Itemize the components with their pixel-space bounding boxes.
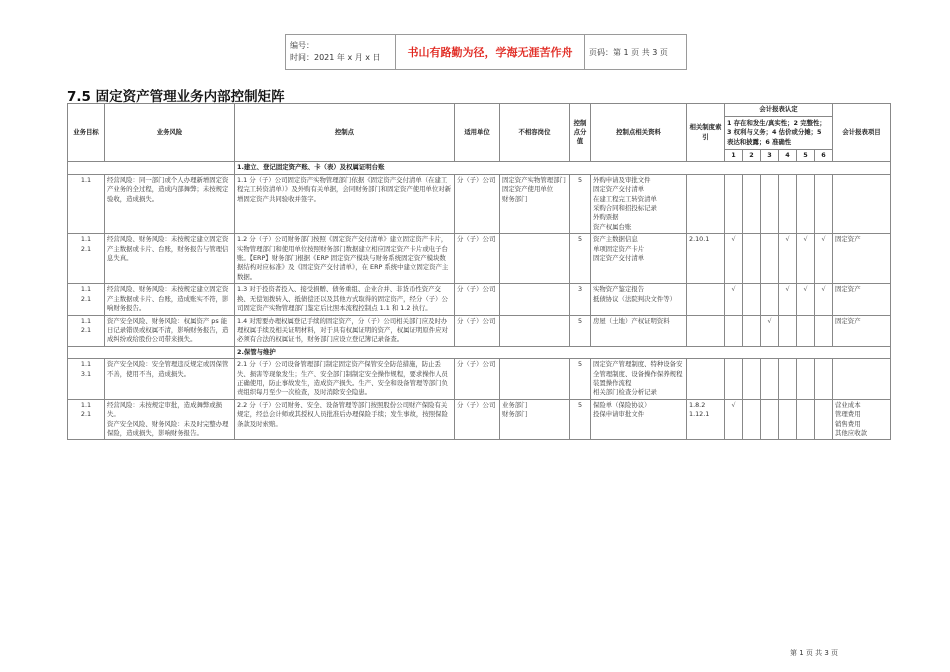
matrix-body bbox=[68, 162, 891, 440]
cell-score: 5 bbox=[570, 315, 591, 346]
header-time-label: 时间：2021 年 x 月 x 日 bbox=[290, 53, 381, 62]
cell-control: 2.1 分（子）公司设备管理部门制定固定资产保管安全防范措施，防止丢失、损害等现象发生；生产、安全部门制制定安全操作规程，要求操作人员正确使用，防止事故发生，造成资产损失。生产、安全和设备管理等部门负责组织每月至少一次检查，及时消除安全隐患。 bbox=[235, 359, 455, 400]
assertion-check: √ bbox=[779, 234, 797, 284]
table-row bbox=[68, 284, 891, 315]
section-row bbox=[68, 162, 891, 174]
cell-score: 5 bbox=[570, 399, 591, 440]
assertion-check: √ bbox=[815, 284, 833, 315]
assertion-check: √ bbox=[725, 399, 743, 440]
cell-incompatible bbox=[500, 359, 570, 400]
cell-risk: 资产安全风险、财务风险：权属资产 ps 能日记录错误或权属不清，影响财务报告，造成纠纷或给股份公司带来损失。 bbox=[105, 315, 235, 346]
header-risk: 业务风险 bbox=[105, 104, 235, 162]
cell-control: 2.2 分（子）公司财务、安全、设备管理等部门按照股份公司财产保险有关规定，经总会计师或其授权人员批准后办理保险手续；发生事故，按照保险条款及时索赔。 bbox=[235, 399, 455, 440]
assertion-check bbox=[779, 359, 797, 400]
header-score: 控制点分值 bbox=[570, 104, 591, 162]
page-footer: 第 1 页 共 3 页 bbox=[790, 649, 839, 657]
cell-control: 1.1 分（子）公司固定资产实物管理部门依据《固定资产交付清单（在建工程完工转资清单）》及外购有关单据，会同财务部门和固定资产使用单位对新增固定资产共同验收并签字。 bbox=[235, 174, 455, 233]
header-code-label: 编号： bbox=[290, 41, 314, 50]
section-spacer bbox=[68, 346, 235, 358]
assertion-check bbox=[815, 315, 833, 346]
assertion-number: 4 bbox=[779, 150, 797, 162]
header-system: 相关制度索引 bbox=[687, 104, 725, 162]
assertion-check: √ bbox=[761, 315, 779, 346]
cell-incompatible bbox=[500, 234, 570, 284]
header-docs: 控制点相关资料 bbox=[591, 104, 687, 162]
header-assertion-group: 会计报表认定 bbox=[725, 104, 833, 117]
cell-system bbox=[687, 174, 725, 233]
assertion-check bbox=[815, 174, 833, 233]
table-row bbox=[68, 359, 891, 400]
cell-incompatible: 业务部门 财务部门 bbox=[500, 399, 570, 440]
assertion-check bbox=[779, 399, 797, 440]
assertion-check: √ bbox=[779, 284, 797, 315]
cell-risk: 经营风险、财务风险：未按规定建立固定资产主数据或卡片、台账，造成账实不符，影响财务报告。 bbox=[105, 284, 235, 315]
cell-risk: 经营风险：同一部门或个人办理新增固定资产业务的全过程，造成内部舞弊；未按规定验收，造成损失。 bbox=[105, 174, 235, 233]
assertion-number: 2 bbox=[743, 150, 761, 162]
cell-score: 5 bbox=[570, 359, 591, 400]
assertion-check bbox=[743, 399, 761, 440]
assertion-check bbox=[725, 174, 743, 233]
cell-docs: 固定资产管理制度、特种设备安全管理制度、设备操作保养规程 装置操作流程 相关部门检查分析记录 bbox=[591, 359, 687, 400]
cell-system: 2.10.1 bbox=[687, 234, 725, 284]
cell-docs: 资产主数据信息 单项固定资产卡片 固定资产交付清单 bbox=[591, 234, 687, 284]
assertion-check bbox=[743, 284, 761, 315]
assertion-check bbox=[761, 284, 779, 315]
cell-report-items: 固定资产 bbox=[833, 234, 891, 284]
header-report-items: 会计报表项目 bbox=[833, 104, 891, 162]
cell-incompatible bbox=[500, 315, 570, 346]
assertion-check bbox=[779, 315, 797, 346]
cell-system bbox=[687, 315, 725, 346]
assertion-check bbox=[725, 315, 743, 346]
assertion-number: 1 bbox=[725, 150, 743, 162]
section-row bbox=[68, 346, 891, 358]
cell-unit: 分（子）公司 bbox=[455, 399, 500, 440]
cell-goal: 1.1 2.1 bbox=[68, 284, 105, 315]
cell-system bbox=[687, 359, 725, 400]
cell-unit: 分（子）公司 bbox=[455, 315, 500, 346]
assertion-check bbox=[779, 174, 797, 233]
assertion-check bbox=[815, 399, 833, 440]
cell-unit: 分（子）公司 bbox=[455, 284, 500, 315]
cell-score: 5 bbox=[570, 174, 591, 233]
cell-risk: 经营风险：未按规定审批，造成舞弊或损失。 资产安全风险、财务风险：未及时完整办理保险，造成损失，影响财务报告。 bbox=[105, 399, 235, 440]
cell-report-items: 营业成本 管理费用 销售费用 其他应收款 bbox=[833, 399, 891, 440]
cell-goal: 1.1 3.1 bbox=[68, 359, 105, 400]
cell-report-items bbox=[833, 359, 891, 400]
section-title: 2.保管与维护 bbox=[235, 346, 891, 358]
table-row bbox=[68, 174, 891, 233]
cell-goal: 1.1 2.1 bbox=[68, 399, 105, 440]
assertion-number: 5 bbox=[797, 150, 815, 162]
table-row bbox=[68, 315, 891, 346]
assertion-check bbox=[761, 359, 779, 400]
header-motto: 书山有路勤为径，学海无涯苦作舟 bbox=[396, 35, 585, 69]
table-row bbox=[68, 234, 891, 284]
assertion-check: √ bbox=[725, 234, 743, 284]
cell-report-items: 固定资产 bbox=[833, 284, 891, 315]
cell-incompatible: 固定资产实物管理部门 固定资产使用单位 财务部门 bbox=[500, 174, 570, 233]
assertion-number: 6 bbox=[815, 150, 833, 162]
cell-unit: 分（子）公司 bbox=[455, 359, 500, 400]
table-row bbox=[68, 399, 891, 440]
cell-risk: 经营风险、财务风险：未按规定建立固定资产主数据或卡片、台账，财务报告与管理信息失真。 bbox=[105, 234, 235, 284]
cell-report-items bbox=[833, 174, 891, 233]
document-title: 7.5 固定资产管理业务内部控制矩阵 bbox=[67, 89, 285, 105]
header-incompatible: 不相容岗位 bbox=[500, 104, 570, 162]
section-title: 1.建立、登记固定资产账、卡（表）及权属证明台账 bbox=[235, 162, 891, 174]
assertion-check bbox=[797, 399, 815, 440]
assertion-check: √ bbox=[797, 234, 815, 284]
cell-docs: 实物资产鉴定报告 抵债协议（法院判决文件等） bbox=[591, 284, 687, 315]
header-assertion-desc: 1 存在和发生/真实性；2 完整性；3 权利与义务；4 估价或分摊；5 表达和披露；6 准确性 bbox=[725, 117, 833, 150]
control-matrix-table bbox=[67, 103, 891, 440]
header-page-label: 页码：第 1 页 共 3 页 bbox=[589, 47, 668, 57]
cell-control: 1.2 分（子）公司财务部门按照《固定资产交付清单》建立固定资产卡片，实物管理部门和使用单位按照财务部门数据建立相应固定资产卡片或电子台账。【ERP】财务部门根据《ERP 固定资产模块与财务系统固定资产模块数据结构对应标准》及《固定资产交付清单》，在 ERP 系统中建立固定资产主数据。 bbox=[235, 234, 455, 284]
assertion-number: 3 bbox=[761, 150, 779, 162]
assertion-check bbox=[743, 315, 761, 346]
assertion-check bbox=[797, 359, 815, 400]
assertion-check bbox=[761, 174, 779, 233]
assertion-check bbox=[743, 174, 761, 233]
assertion-check bbox=[797, 315, 815, 346]
cell-report-items: 固定资产 bbox=[833, 315, 891, 346]
assertion-check bbox=[797, 174, 815, 233]
cell-docs: 房屋（土地）产权证明资料 bbox=[591, 315, 687, 346]
cell-system bbox=[687, 284, 725, 315]
assertion-check bbox=[743, 234, 761, 284]
assertion-check: √ bbox=[725, 284, 743, 315]
header-goal: 业务目标 bbox=[68, 104, 105, 162]
cell-control: 1.3 对于投资者投入、接受捐赠、债务重组、企业合并、非货币性资产交换、无偿划拨转入、抵债偿还以及其他方式取得的固定资产，经分（子）公司固定资产实物管理部门鉴定后比照本流程控制点 1.1 和 1.2 执行。 bbox=[235, 284, 455, 315]
assertion-check: √ bbox=[797, 284, 815, 315]
assertion-check bbox=[725, 359, 743, 400]
assertion-check bbox=[743, 359, 761, 400]
cell-risk: 资产安全风险：安全管理违反规定或因保管不善，使用不当，造成损失。 bbox=[105, 359, 235, 400]
page-header-box bbox=[285, 34, 687, 70]
cell-goal: 1.1 2.1 bbox=[68, 315, 105, 346]
header-meta bbox=[286, 35, 396, 69]
section-spacer bbox=[68, 162, 235, 174]
cell-unit: 分（子）公司 bbox=[455, 174, 500, 233]
cell-goal: 1.1 bbox=[68, 174, 105, 233]
cell-unit: 分（子）公司 bbox=[455, 234, 500, 284]
header-unit: 适用单位 bbox=[455, 104, 500, 162]
cell-system: 1.8.2 1.12.1 bbox=[687, 399, 725, 440]
assertion-check: √ bbox=[815, 234, 833, 284]
header-control: 控制点 bbox=[235, 104, 455, 162]
cell-docs: 外购申请及审批文件 固定资产交付清单 在建工程完工转资清单 采购合同和招投标记录 外购票据 资产权属台账 bbox=[591, 174, 687, 233]
assertion-check bbox=[761, 234, 779, 284]
assertion-check bbox=[815, 359, 833, 400]
cell-score: 5 bbox=[570, 234, 591, 284]
assertion-check bbox=[761, 399, 779, 440]
cell-goal: 1.1 2.1 bbox=[68, 234, 105, 284]
cell-docs: 保险单（保险协议） 投保申请审批文件 bbox=[591, 399, 687, 440]
cell-incompatible bbox=[500, 284, 570, 315]
cell-score: 3 bbox=[570, 284, 591, 315]
cell-control: 1.4 对需要办理权属登记手续的固定资产，分（子）公司相关部门应及时办理权属手续及相关证明材料，对于具有权属证明的资产，权属证明原件应对必须有合法的权属证书，财务部门应设立登记簿记录备查。 bbox=[235, 315, 455, 346]
